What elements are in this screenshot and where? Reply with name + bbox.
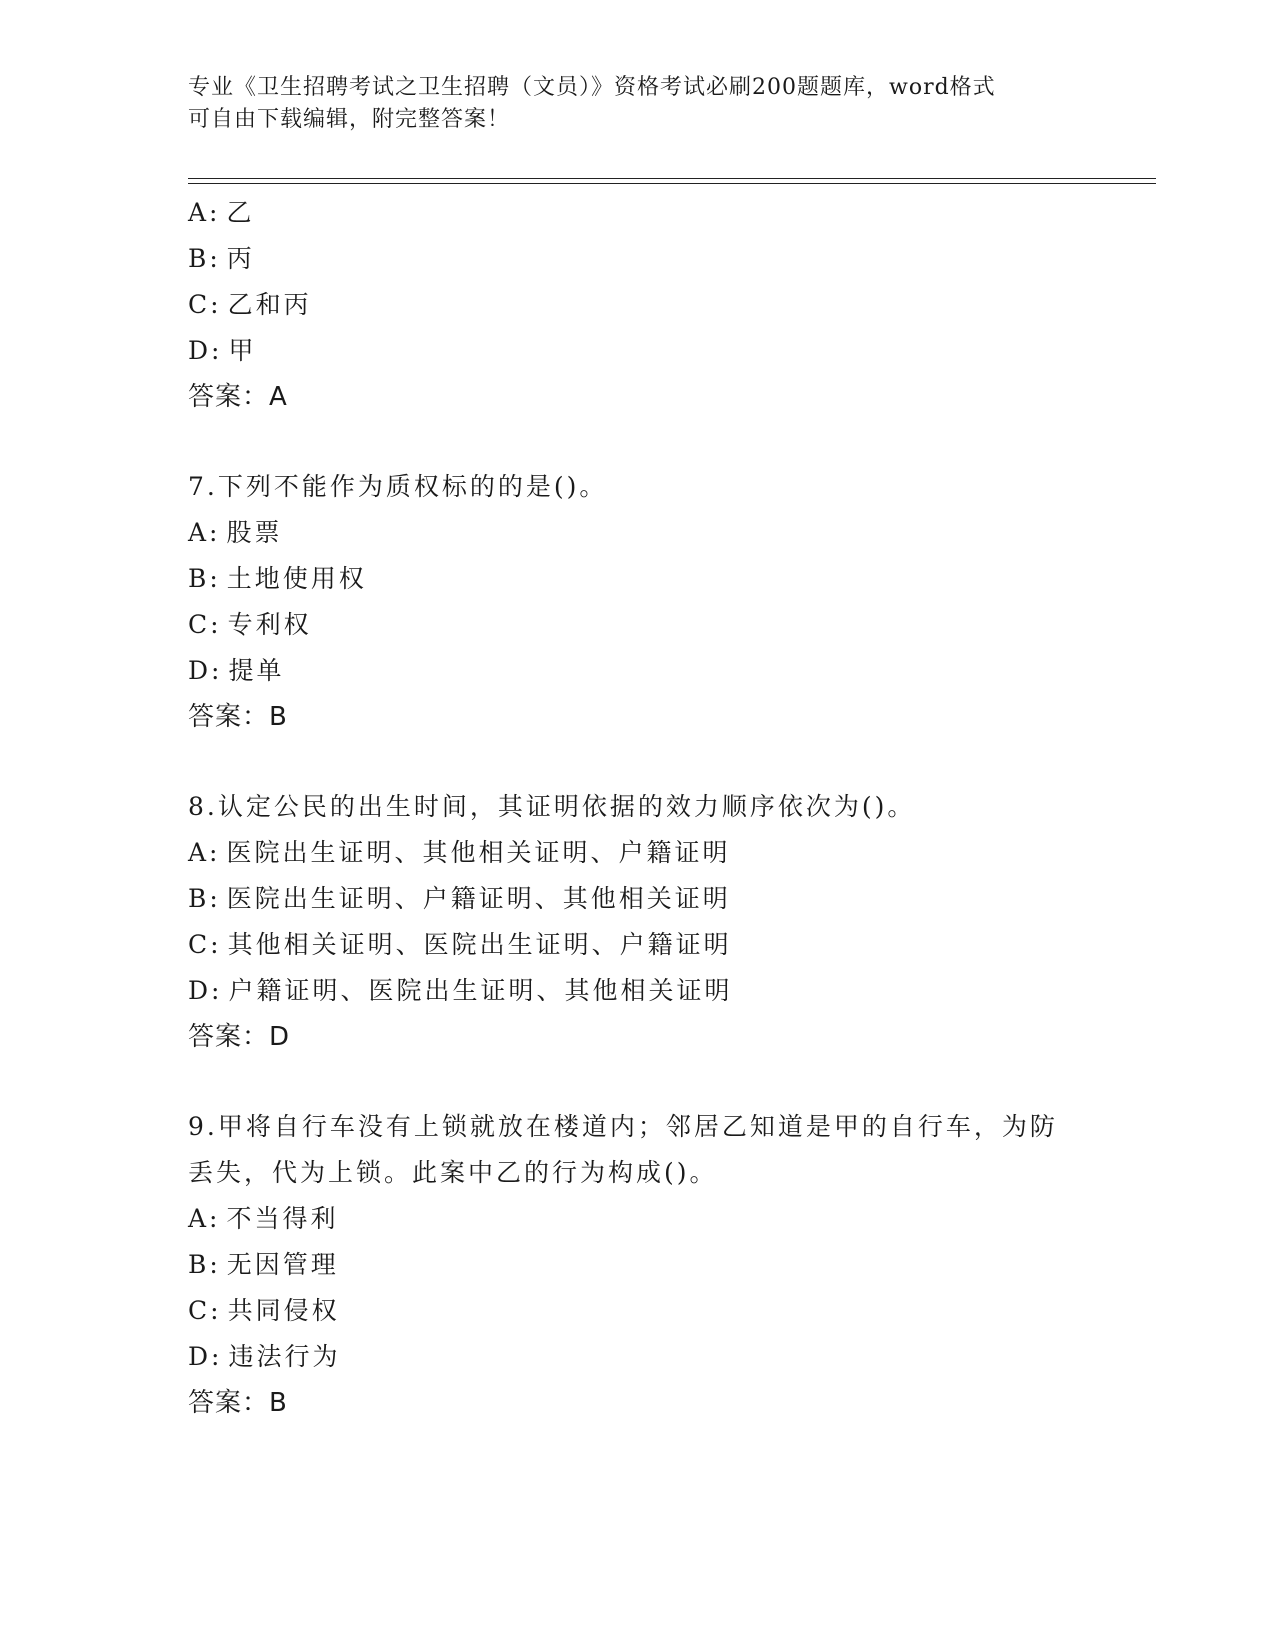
option-d: D: 违法行为 xyxy=(188,1342,341,1371)
answer-line: 答案：B xyxy=(188,1388,288,1418)
header-line-1: 专业《卫生招聘考试之卫生招聘（文员）》资格考试必刷200题题库，word格式 xyxy=(188,75,996,100)
question-block-8 xyxy=(188,784,1148,1060)
option-b: B: 丙 xyxy=(188,244,255,273)
option-d: D: 户籍证明、医院出生证明、其他相关证明 xyxy=(188,976,733,1005)
answer-line: 答案：D xyxy=(188,1022,291,1052)
option-c: C: 乙和丙 xyxy=(188,290,312,319)
question-list xyxy=(188,190,1148,1426)
option-a: A: 乙 xyxy=(188,198,255,227)
option-b: B: 医院出生证明、户籍证明、其他相关证明 xyxy=(188,884,731,913)
question-block-9 xyxy=(188,1104,1148,1426)
option-c: C: 共同侵权 xyxy=(188,1296,340,1325)
option-b: B: 无因管理 xyxy=(188,1250,339,1279)
document-header xyxy=(188,72,1078,136)
option-b: B: 土地使用权 xyxy=(188,564,367,593)
option-d: D: 甲 xyxy=(188,336,257,365)
answer-line: 答案：A xyxy=(188,382,288,412)
header-rule-bottom xyxy=(188,183,1156,184)
option-d: D: 提单 xyxy=(188,656,285,685)
answer-line: 答案：B xyxy=(188,702,288,732)
question-stem: 7.下列不能作为质权标的的是()。 xyxy=(188,472,608,501)
header-line-2: 可自由下载编辑，附完整答案！ xyxy=(188,107,511,132)
option-a: A: 医院出生证明、其他相关证明、户籍证明 xyxy=(188,838,731,867)
question-block-prev xyxy=(188,190,1148,420)
question-stem: 8.认定公民的出生时间，其证明依据的效力顺序依次为()。 xyxy=(188,792,916,821)
question-stem: 9.甲将自行车没有上锁就放在楼道内；邻居乙知道是甲的自行车，为防丢失，代为上锁。此案中乙的行为构成()。 xyxy=(188,1112,1058,1187)
header-rule-top xyxy=(188,178,1156,179)
option-a: A: 股票 xyxy=(188,518,283,547)
option-a: A: 不当得利 xyxy=(188,1204,339,1233)
option-c: C: 其他相关证明、医院出生证明、户籍证明 xyxy=(188,930,732,959)
question-block-7 xyxy=(188,464,1148,740)
option-c: C: 专利权 xyxy=(188,610,312,639)
